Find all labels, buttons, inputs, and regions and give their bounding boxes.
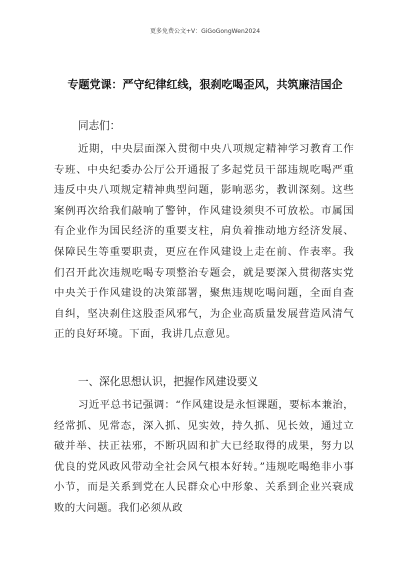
paragraph-text: 习近平总书记强调：“作风建设是永恒课题，要标本兼治，经常抓、见常态，深入抓、见实效，持久抓、见长效，通过立破并举、扶正祛邪，不断巩固和扩大已经取得的成果，努力以优良的党风政风带动全社会风气根本好转。”违规吃喝绝非小事小节，而是关系到党在人民群众心中形象、关系到企业兴衰成败的大问题。我们必须从政 [54, 399, 354, 514]
greeting: 同志们： [78, 120, 121, 132]
paragraph-section-1 [54, 395, 354, 519]
section-heading: 一、深化思想认识，把握作风建设要义 [78, 376, 259, 388]
document-title: 专题党课：严守纪律红线，狠刹吃喝歪风，共筑廉洁国企 [67, 78, 343, 91]
paragraph-intro [54, 139, 354, 345]
page-header: 更多免费公文+V：GiGoGongWen2024 [149, 28, 261, 35]
paragraph-text: 近期，中央层面深入贯彻中央八项规定精神学习教育工作专班、中央纪委办公厅公开通报了多起党员干部违规吃喝严重违反中央八项规定精神典型问题，影响恶劣，教训深刻。这些案例再次给我们敲响了警钟，作风建设须臾不可放松。市属国有企业作为国民经济的重要支柱，肩负着推动地方经济发展、保障民生等重要职责，更应在作风建设上走在前、作表率。我们召开此次违规吃喝专项整治专题会，就是要深入贯彻落实党中央关于作风建设的决策部署，聚焦违规吃喝问题，全面自查自纠，坚决刹住这股歪风邪气，为企业高质量发展营造风清气正的良好环境。下面，我讲几点意见。 [54, 143, 354, 341]
